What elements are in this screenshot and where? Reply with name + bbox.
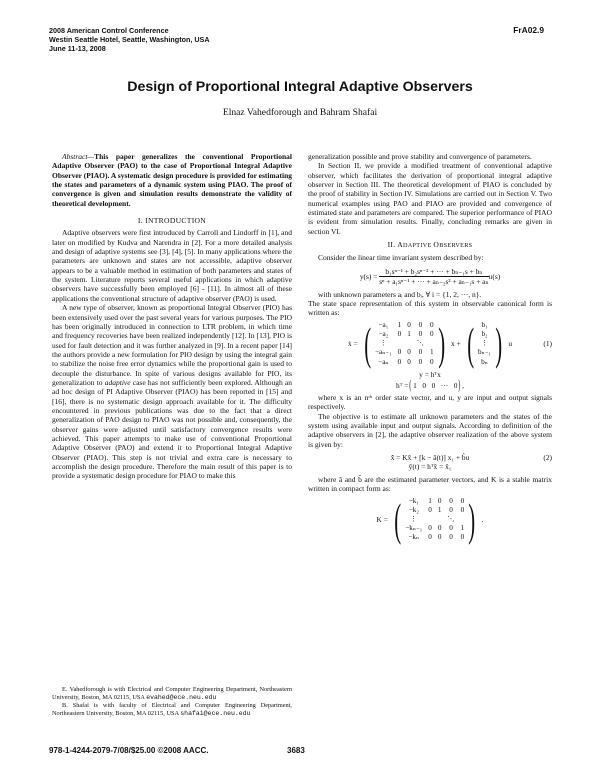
matrix-A-entry: 0 (430, 357, 434, 366)
matrix-A-entry: −a₂ (378, 330, 389, 339)
matrix-K-entry: −k₂ (408, 505, 419, 514)
conference-venue: Westin Seattle Hotel, Seattle, Washington, USA (49, 35, 210, 44)
section-heading-introduction: I. INTRODUCTION (137, 216, 207, 226)
footnotes (52, 686, 292, 718)
matrix-K-entry (461, 515, 465, 524)
email-author-1[interactable]: evahed@ece.neu.edu (146, 694, 217, 701)
tf-denominator: sⁿ + a₁sⁿ⁻¹ + ··· + aₙ₋₂s² + aₙ₋₁s + aₙ (379, 276, 489, 286)
conference-dates: June 11-13, 2008 (49, 44, 106, 53)
vector-b-entry: ⋮ (480, 339, 489, 348)
equation-transfer-function: y(s) = $\frac{\text{b₁sⁿ⁻¹ + b₂sⁿ⁻² + ··· + bₙ₋₁s + bₙ}}{\text{sⁿ + a₁sⁿ⁻¹ + ··· + aₙ₋₂s² + aₙ₋₁s + aₙ}}$ u(s) (359, 266, 501, 286)
tf-parameters-note: with unknown parameters aᵢ and bᵢ, ∀ i = {1, 2, ···, n}. (318, 289, 482, 299)
matrix-A-entry: 0 (397, 357, 402, 366)
right-paragraph-6: where â and b̂ are the estimated parameter vectors, and K is a stable matrix written in compact form as: (308, 474, 552, 494)
abstract: Abstract—This paper generalizes the conventional Proportional Adaptive Observer (PAO) to the case of Proportional Integral Adaptive Observer (PIAO). A systematic design procedure is provided for estimating the states and parameters of a dynamic system using PIAO. The proof of convergence is given and simulation results demonstrate the validity of theoretical development. (52, 152, 292, 208)
footnote-author-2: B. Shafai is with faculty of Electrical and Computer Engineering Department, Northeastern University, Boston, MA 02115, USA shafai@ece.neu.edu (52, 702, 292, 717)
matrix-A-entry: 0 (418, 320, 423, 329)
left-column (52, 152, 292, 481)
equation-2-line-1: x̂̇ = Kx̂ + [k − â(t)] x₁ + b̂u (390, 452, 470, 462)
matrix-K-entry: 0 (428, 505, 432, 514)
right-paragraph-5: The objective is to estimate all unknown parameters and the states of the system using available input and output signals. According to definition of the adaptive observers in [2], the adaptive observer realization of the above system is given by: (308, 411, 552, 449)
matrix-K-entry: 1 (437, 505, 442, 514)
matrix-K-entry (438, 515, 442, 524)
matrix-A-entry: 0 (407, 320, 411, 329)
matrix-K-entry: 0 (428, 524, 432, 533)
matrix-A-entry: 0 (397, 348, 402, 357)
matrix-A-entry (430, 339, 434, 348)
matrix-A-entry: 0 (418, 357, 423, 366)
matrix-K-entry: ⋱ (447, 514, 455, 523)
intro-paragraph-1: Adaptive observers were first introduced by Carroll and Lindorff in [1], and later on modified by Kudva and Narendra in [2]. For a more detailed analysis and design of adaptive systems see [3], [4], [5]. In many applications where the parameters are unknown and states are not accessible, adaptive observer appears to be a valuable method in estimation of both parameters and states of the system. Literature reports several useful applications in which adaptive observers have successfully been employed [6] - [11]. In almost all of these applications the conventional structure of adaptive observer (PAO) is used. (52, 228, 292, 303)
equation-2-line-2: ŷ(t) = hᵀx̂ = x̂₁ (408, 461, 452, 471)
matrix-K-entry: −k₁ (408, 496, 419, 505)
conference-name: 2008 American Control Conference (49, 26, 169, 35)
matrix-A-entry: 0 (418, 330, 423, 339)
vector-b-entry: b₂ (481, 330, 488, 339)
right-paragraph-1: In Section II, we provide a modified treatment of conventional adaptive observer, which facilitates the derivation of proportional integral adaptive observer in Section III. The theoretical development of PIAO is concluded by the proof of stability in Section IV. Simulations are carried out in Section V. Two numerical examples using PAO and PIAO are provided and convergence of estimated state and parameters are compared. The superior performance of PIAO is evident from simulation results. Finally, concluding remarks are given in section VI. (308, 161, 552, 236)
equation-2-adaptive-observer (308, 453, 552, 471)
vector-b: ( b₁ b₂ ⋮ bₙ₋₁ bₙ ) (466, 317, 503, 369)
session-id: FrA02.9 (513, 25, 544, 35)
matrix-K-entry: 1 (428, 496, 432, 505)
matrix-K-entry: 0 (449, 524, 453, 533)
matrix-K-entry: 0 (449, 496, 453, 505)
vector-b-entry: bₙ (481, 357, 488, 366)
matrix-K-entry: −kₙ (408, 533, 420, 542)
matrix-K-entry: 0 (460, 505, 465, 514)
equation-h-vector: hᵀ = ( 1 0 0 ··· 0 ) , (396, 377, 464, 393)
matrix-K-entry (428, 515, 432, 524)
matrix-A-entry: 1 (430, 348, 434, 357)
matrix-K-entry: 1 (460, 524, 465, 533)
right-paragraph-3: The state space representation of this system in observable canonical form is written as: (308, 299, 552, 318)
section-heading-adaptive-observers: II. ADAPTIVE OBSERVERS (387, 240, 473, 250)
matrix-A-entry: 0 (407, 357, 411, 366)
abstract-label: Abstract (62, 152, 88, 161)
paper-authors: Elnaz Vahedforough and Bahram Shafai (222, 107, 378, 118)
matrix-K: ( −k₁ 1 0 0 0 −k₂ 0 1 0 0 ⋮ ⋱ −kₙ₋₁ 0 0 0 1 −kₙ 0 0 0 0 ) (394, 493, 476, 545)
intro-paragraph-2: A new type of observer, known as proportional Integral Observer (PIO) has been extensively used over the past several years for various purposes. The PIO has been originally introduced in connection to LTR problem, in which time and frequency recoveries have been realized independently [12]. In [13], PIO is used for fault detection and it was further analyzed in [9]. In a recent paper [14] the authors provide a new formulation for PIO design by using the integral gain to stabilize the noise free error dynamics while the proportional gain is used to decouple the disturbance. In spite of various designs available for PIO, its generalization to adaptive case has not sufficiently been explored. Although an ad hoc design of PI Adaptive Observer (PIAO) has been reported in [15] and [16], there is no systematic design approach available for it. The difficulty encountered in previous publications was due to the fact that a direct generalization of PAO design to PIAO was not possible and, consequently, the observer gains were adjusted until satisfactory convergence results were achieved. This paper attempts to make use of conventional Proportional Adaptive Observer (PAO) and extend it to Proportional Integral Adaptive Observer (PIAO). This step is not trivial and extra care is necessary to accomplish the design procedure. Therefore the main result of this paper is to provide a systematic design procedure for PIAO to make this (52, 303, 293, 481)
equation-K-matrix: K = ( −k₁ 1 0 0 0 −k₂ 0 1 0 0 ⋮ ⋱ −kₙ₋₁ 0 0 0 1 −kₙ 0 0 0 0 ) . (376, 493, 484, 545)
matrix-K-entry: 0 (437, 524, 442, 533)
matrix-K-entry: ⋮ (410, 514, 418, 523)
right-paragraph-4: where x is an nᵗʰ order state vector, and u, y are input and output signals respectively. (308, 392, 552, 412)
matrix-A: ( −a₁ 1 0 0 0 −a₂ 0 1 0 0 ⋮ ⋱ −aₙ₋₁ 0 0 0 1 −aₙ 0 0 0 0 ) (363, 317, 445, 369)
right-paragraph-0: generalization possible and prove stability and convergence of parameters. (308, 152, 532, 161)
matrix-K-entry: 0 (460, 533, 465, 542)
right-column (308, 152, 552, 546)
footer-isbn: 978-1-4244-2079-7/08/$25.00 ©2008 AACC. (49, 746, 209, 755)
right-paragraph-2: Consider the linear time invariant system described by: (318, 253, 484, 263)
equation-number-1: (1) (543, 339, 552, 349)
matrix-A-entry: 0 (397, 330, 402, 339)
matrix-A-entry: 0 (407, 348, 411, 357)
matrix-K-entry: −kₙ₋₁ (405, 524, 423, 533)
conference-header (49, 26, 210, 53)
matrix-A-entry: 1 (397, 320, 402, 329)
matrix-K-entry: 0 (437, 496, 442, 505)
equation-output: y = hᵀx (419, 369, 441, 379)
matrix-A-entry: ⋱ (416, 339, 425, 348)
equation-1-state-space: ẋ = ( −a₁ 1 0 0 0 −a₂ 0 1 0 0 ⋮ ⋱ −aₙ₋₁ 0 0 0 1 −aₙ 0 0 0 0 ) x + ( b₁ b₂ ⋮ bₙ₋₁ bₙ ) u (1) (347, 317, 552, 369)
matrix-A-entry (398, 339, 402, 348)
matrix-A-entry: 0 (418, 348, 423, 357)
matrix-A-entry: 0 (430, 330, 434, 339)
matrix-K-entry: 0 (460, 496, 465, 505)
matrix-A-entry: −aₙ₋₁ (375, 348, 392, 357)
matrix-A-entry: −aₙ (378, 357, 389, 366)
matrix-K-entry: 0 (449, 505, 453, 514)
equation-number-2: (2) (543, 452, 552, 462)
tf-numerator: b₁sⁿ⁻¹ + b₂sⁿ⁻² + ··· + bₙ₋₁s + bₙ (379, 267, 488, 277)
matrix-A-entry (407, 339, 411, 348)
footer-page-number: 3683 (287, 746, 305, 755)
matrix-K-entry: 0 (449, 533, 453, 542)
vector-b-entry: bₙ₋₁ (478, 348, 492, 357)
footnote-author-1: E. Vahedforough is with Electrical and Computer Engineering Department, Northeastern University, Boston, MA 02115, USA evahed@ece.neu.edu (52, 686, 292, 701)
matrix-K-entry: 0 (428, 533, 432, 542)
abstract-text: This paper generalizes the conventional Proportional Adaptive Observer (PAO) to the case of Proportional Integral Adaptive Observer (PIAO). A systematic design procedure is provided for estimating the states and parameters of a dynamic system using PIAO. The proof of convergence is given and simulation results demonstrate the validity of theoretical development. (52, 152, 292, 208)
matrix-A-entry: 0 (430, 320, 434, 329)
paper-title: Design of Proportional Integral Adaptive Observers (127, 79, 473, 95)
vector-b-entry: b₁ (481, 320, 488, 329)
matrix-A-entry: 1 (407, 330, 411, 339)
matrix-K-entry: 0 (437, 533, 442, 542)
matrix-A-entry: −a₁ (378, 320, 389, 329)
matrix-A-entry: ⋮ (379, 339, 387, 348)
email-author-2[interactable]: shafai@ece.neu.edu (180, 710, 251, 717)
